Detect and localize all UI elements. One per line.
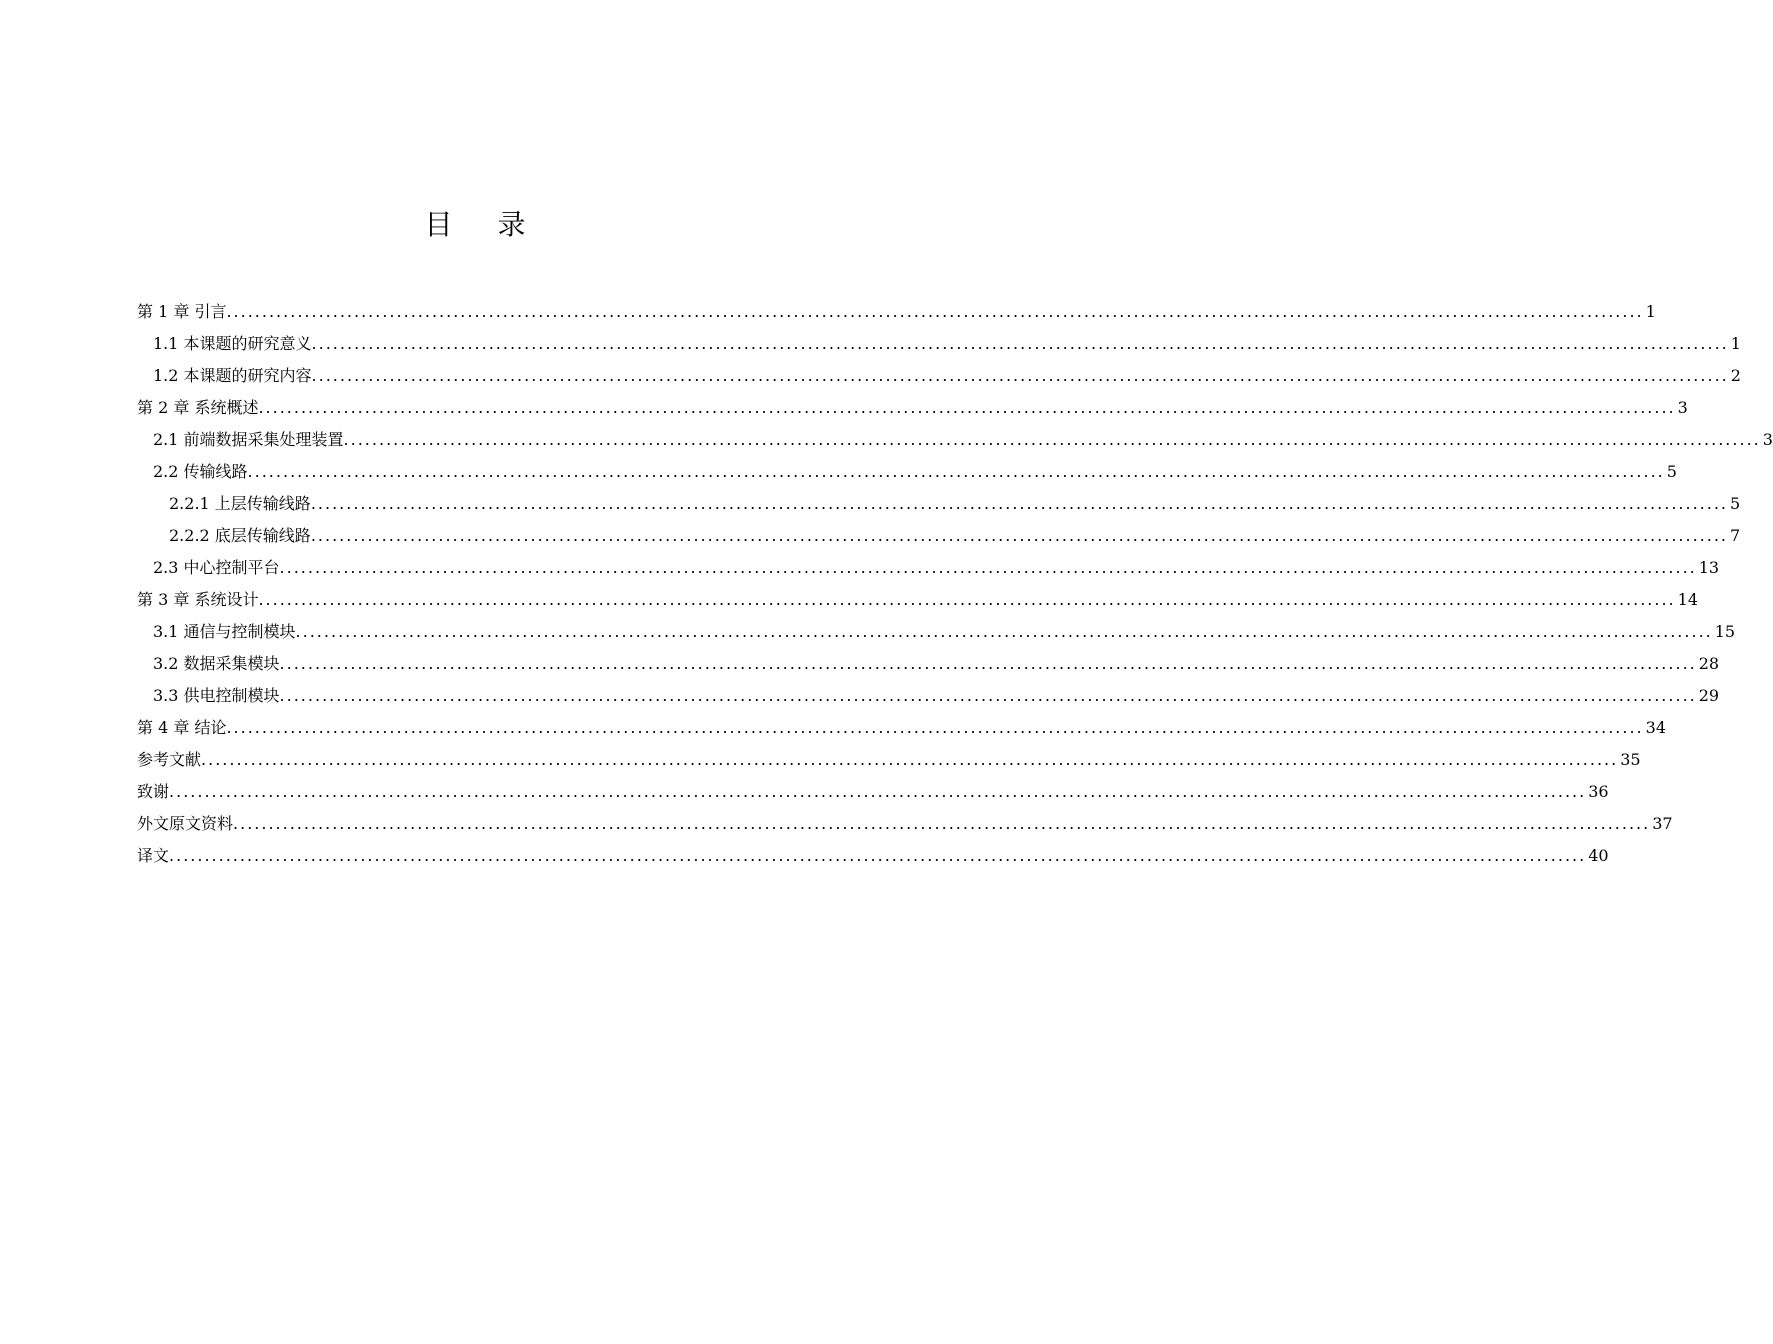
- toc-entry-label: 2.3 中心控制平台: [153, 558, 280, 577]
- toc-entry-page: 15: [1714, 622, 1736, 641]
- toc-entry-label: 1.2 本课题的研究内容: [153, 366, 312, 385]
- toc-entry[interactable]: [137, 418, 1773, 450]
- toc-entry-label: 第 3 章 系统设计: [137, 590, 259, 609]
- toc-entry[interactable]: [137, 642, 1720, 674]
- toc-entry-label: 3.2 数据采集模块: [153, 654, 280, 673]
- toc-entry-page: 1: [1645, 302, 1656, 321]
- toc-entry-label: 译文: [137, 846, 170, 865]
- toc-leader-dots: ........................................................................................................................................................................................................: [343, 430, 1761, 449]
- toc-entry-page: 40: [1588, 846, 1609, 865]
- table-of-contents: [137, 290, 1773, 866]
- toc-entry[interactable]: [137, 482, 1741, 514]
- toc-entry-page: 35: [1620, 750, 1641, 769]
- toc-entry[interactable]: [137, 290, 1656, 322]
- toc-entry[interactable]: [137, 610, 1736, 642]
- toc-entry-label: 2.2 传输线路: [153, 462, 248, 481]
- toc-entry-label: 第 4 章 结论: [137, 718, 227, 737]
- toc-leader-dots: ........................................................................................................................................................................................................: [169, 846, 1587, 865]
- toc-entry-label: 2.1 前端数据采集处理装置: [153, 430, 344, 449]
- toc-entry[interactable]: [137, 322, 1741, 354]
- toc-entry-page: 5: [1730, 494, 1741, 513]
- toc-leader-dots: ........................................................................................................................................................................................................: [258, 398, 1676, 417]
- toc-entry-page: 13: [1698, 558, 1720, 577]
- toc-entry-page: 3: [1762, 430, 1773, 449]
- toc-leader-dots: ........................................................................................................................................................................................................: [310, 494, 1728, 513]
- toc-leader-dots: ........................................................................................................................................................................................................: [279, 686, 1697, 705]
- toc-leader-dots: ........................................................................................................................................................................................................: [201, 750, 1619, 769]
- toc-entry-label: 3.1 通信与控制模块: [153, 622, 296, 641]
- toc-entry[interactable]: [137, 354, 1741, 386]
- toc-entry-label: 外文原文资料: [137, 814, 234, 833]
- toc-entry[interactable]: [137, 578, 1698, 610]
- toc-entry-label: 第 2 章 系统概述: [137, 398, 259, 417]
- toc-leader-dots: ........................................................................................................................................................................................................: [226, 302, 1644, 321]
- toc-entry-page: 5: [1666, 462, 1677, 481]
- toc-entry-label: 第 1 章 引言: [137, 302, 227, 321]
- toc-entry[interactable]: [137, 802, 1673, 834]
- toc-entry[interactable]: [137, 738, 1641, 770]
- toc-leader-dots: ........................................................................................................................................................................................................: [311, 334, 1729, 353]
- toc-entry-page: 34: [1645, 718, 1666, 737]
- toc-leader-dots: ........................................................................................................................................................................................................: [279, 654, 1697, 673]
- toc-entry-page: 7: [1730, 526, 1741, 545]
- toc-leader-dots: ........................................................................................................................................................................................................: [169, 782, 1587, 801]
- toc-entry-page: 29: [1698, 686, 1720, 705]
- toc-entry-label: 3.3 供电控制模块: [153, 686, 280, 705]
- toc-entry-page: 36: [1588, 782, 1609, 801]
- toc-entry[interactable]: [137, 674, 1720, 706]
- toc-entry-page: 1: [1730, 334, 1741, 353]
- toc-leader-dots: ........................................................................................................................................................................................................: [279, 558, 1697, 577]
- toc-entry-page: 2: [1730, 366, 1741, 385]
- toc-entry[interactable]: [137, 770, 1609, 802]
- toc-entry[interactable]: [137, 834, 1609, 866]
- toc-entry-label: 1.1 本课题的研究意义: [153, 334, 312, 353]
- toc-entry[interactable]: [137, 386, 1688, 418]
- toc-entry-label: 2.2.2 底层传输线路: [169, 526, 311, 545]
- toc-entry-label: 致谢: [137, 782, 170, 801]
- toc-entry[interactable]: [137, 706, 1666, 738]
- toc-leader-dots: ........................................................................................................................................................................................................: [311, 366, 1729, 385]
- toc-entry[interactable]: [137, 546, 1720, 578]
- toc-entry[interactable]: [137, 514, 1741, 546]
- toc-entry[interactable]: [137, 450, 1677, 482]
- toc-leader-dots: ........................................................................................................................................................................................................: [226, 718, 1644, 737]
- toc-entry-page: 3: [1677, 398, 1688, 417]
- toc-entry-label: 2.2.1 上层传输线路: [169, 494, 311, 513]
- page-title: 目 录: [424, 208, 544, 241]
- toc-leader-dots: ........................................................................................................................................................................................................: [233, 814, 1651, 833]
- toc-entry-label: 参考文献: [137, 750, 202, 769]
- toc-leader-dots: ........................................................................................................................................................................................................: [295, 622, 1713, 641]
- toc-leader-dots: ........................................................................................................................................................................................................: [258, 590, 1676, 609]
- toc-entry-page: 14: [1677, 590, 1698, 609]
- toc-leader-dots: ........................................................................................................................................................................................................: [310, 526, 1728, 545]
- toc-entry-page: 37: [1652, 814, 1673, 833]
- toc-entry-page: 28: [1698, 654, 1720, 673]
- toc-leader-dots: ........................................................................................................................................................................................................: [247, 462, 1665, 481]
